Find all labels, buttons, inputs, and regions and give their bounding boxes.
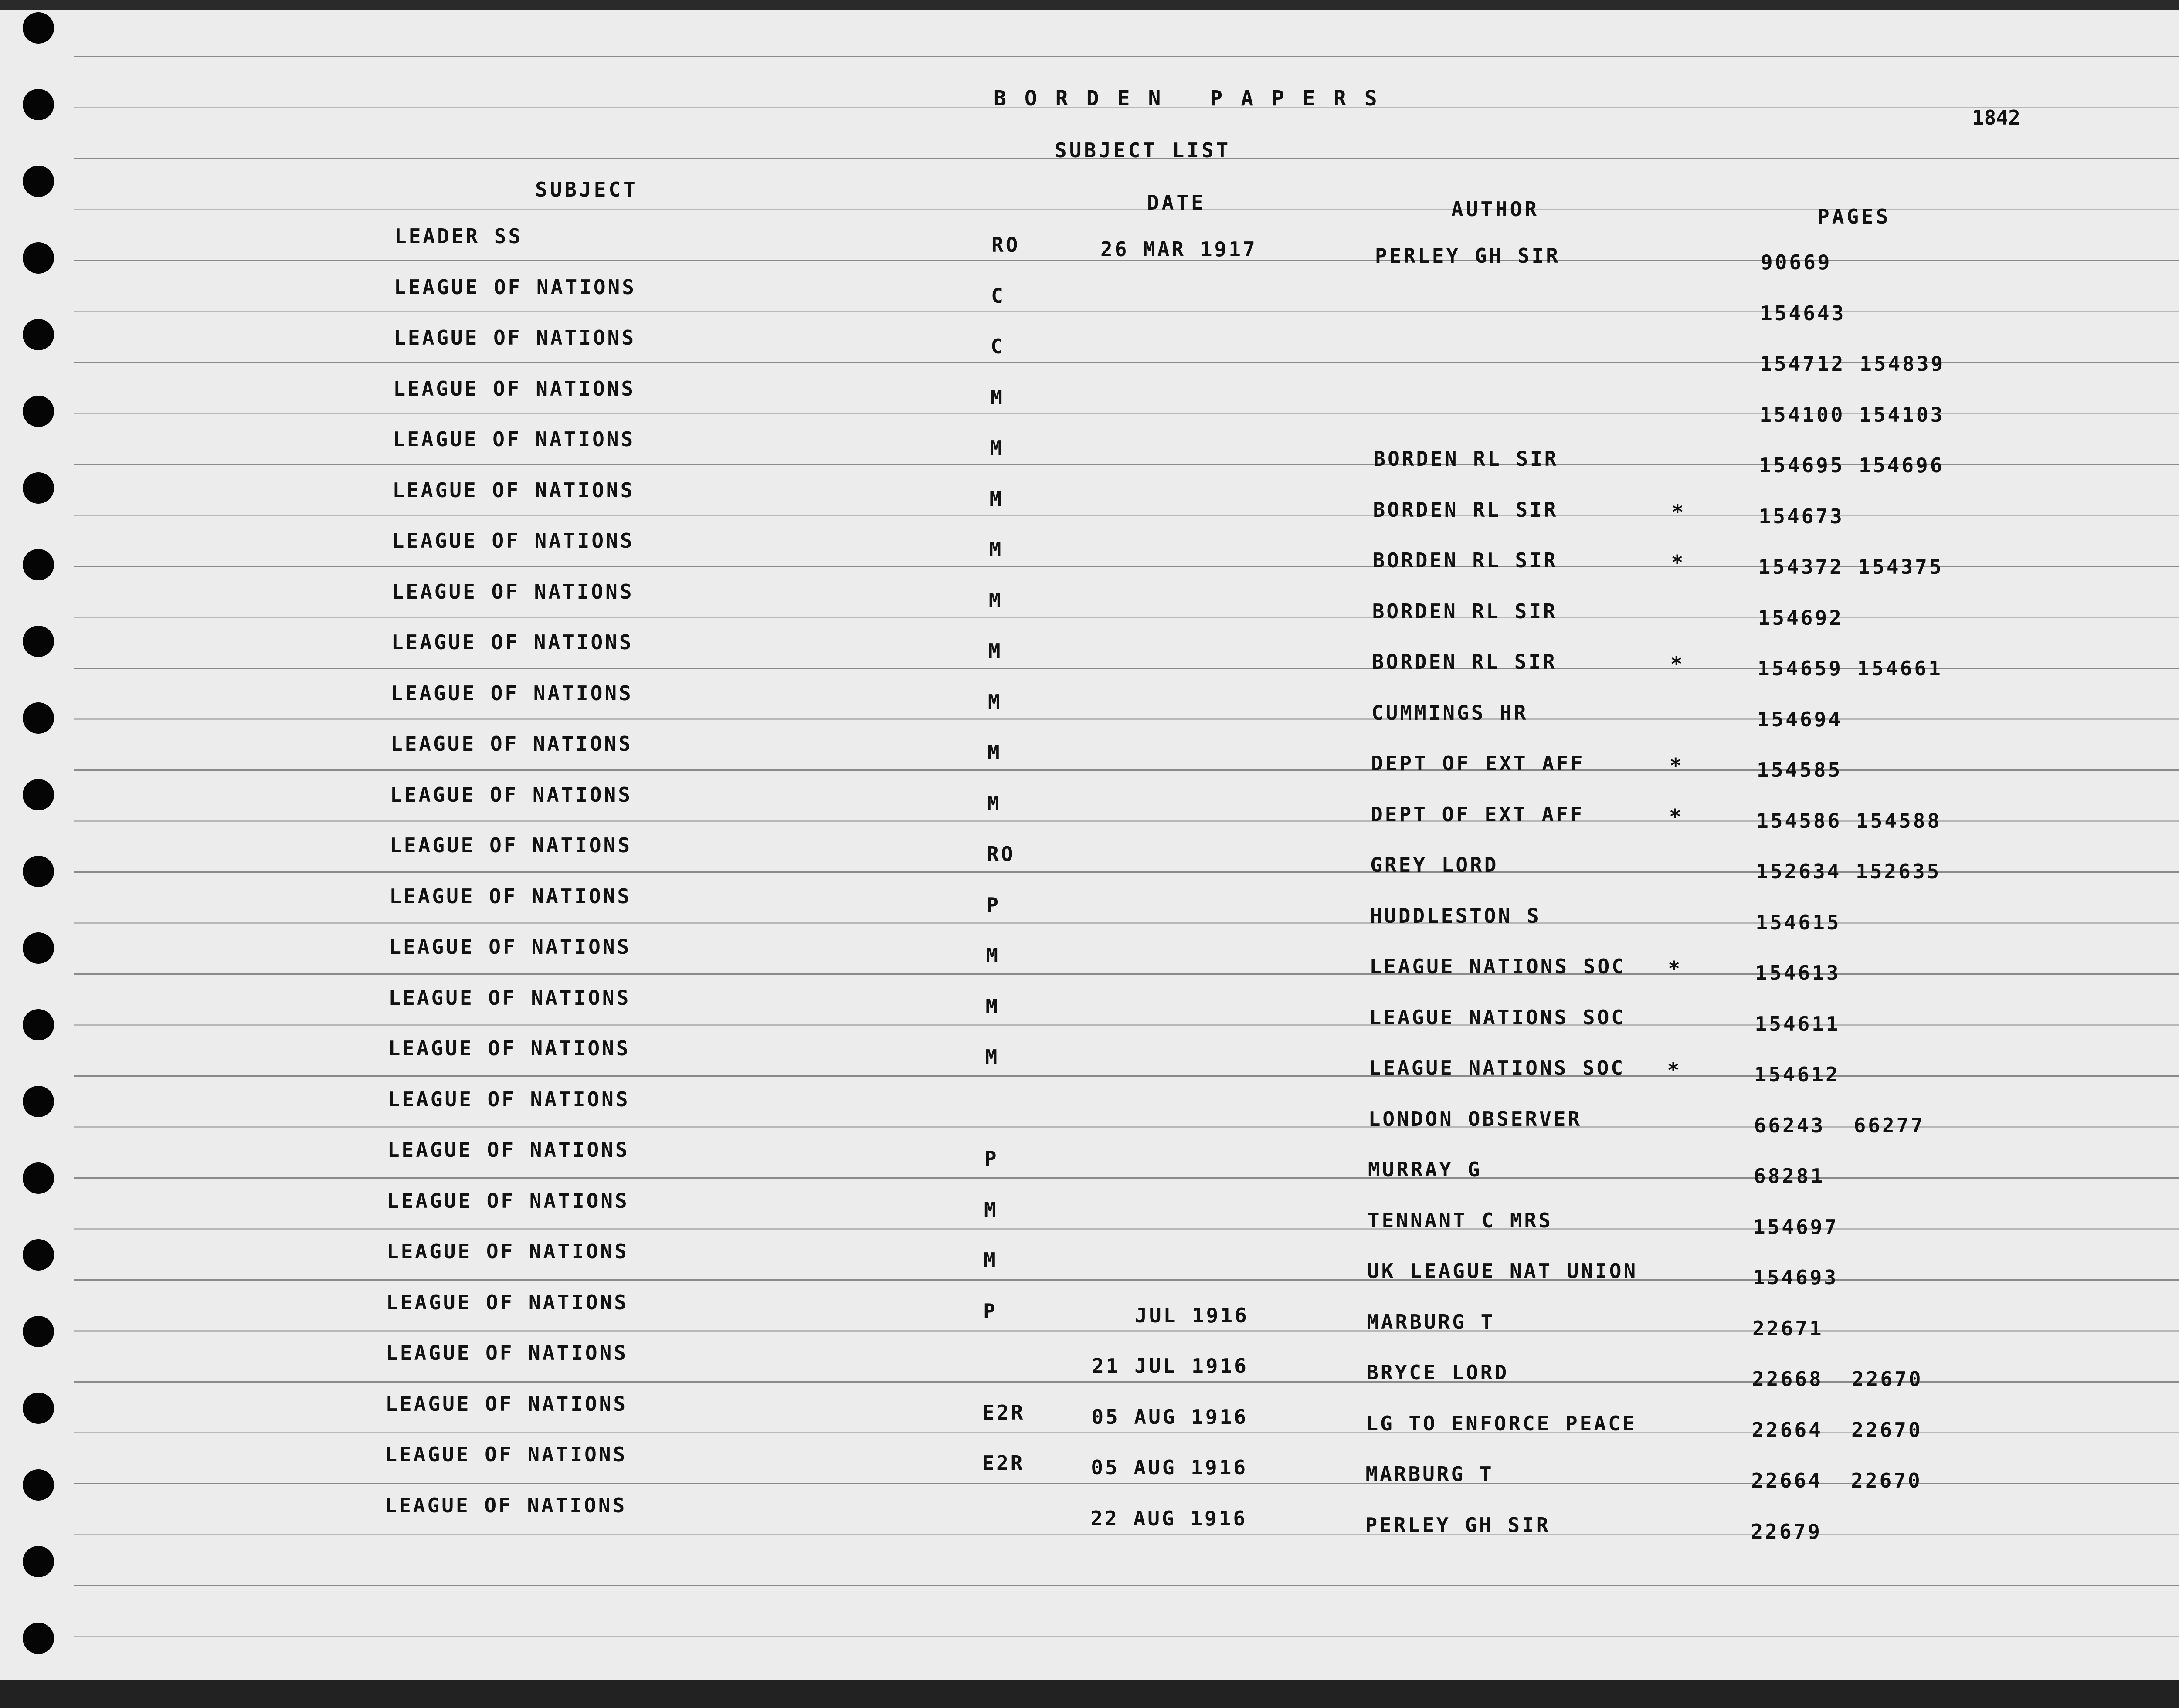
table-row (0, 275, 2179, 325)
row-mark: * (1670, 652, 1685, 676)
row-pages: 154100 154103 (1759, 403, 1945, 427)
table-row (0, 580, 2176, 630)
row-mark: * (1667, 1058, 1682, 1082)
row-author: BORDEN RL SIR (1372, 549, 1558, 572)
table-row (0, 834, 2174, 883)
row-pages: 154692 (1758, 606, 1843, 630)
feed-hole (23, 89, 54, 120)
table-row (0, 1138, 2172, 1188)
row-mark: * (1669, 804, 1683, 828)
row-pages: 154643 (1760, 301, 1846, 325)
table-row (0, 681, 2176, 731)
row-document-type: M (988, 588, 1003, 612)
table-row (0, 224, 2179, 274)
row-subject: LEAGUE OF NATIONS (390, 681, 633, 705)
row-author: MARBURG T (1367, 1310, 1495, 1334)
row-document-type: E2R (982, 1451, 1025, 1475)
row-pages: 154673 (1758, 504, 1844, 528)
row-author: DEPT OF EXT AFF (1371, 752, 1585, 775)
row-subject: LEAGUE OF NATIONS (390, 732, 633, 756)
row-author: LG TO ENFORCE PEACE (1366, 1411, 1637, 1435)
row-pages: 154585 (1757, 758, 1843, 782)
row-author: HUDDLESTON S (1370, 904, 1541, 928)
row-subject: LEAGUE OF NATIONS (387, 1189, 629, 1213)
paper-top-edge (0, 0, 2179, 10)
row-subject: LEAGUE OF NATIONS (384, 1493, 627, 1517)
column-header-author: AUTHOR (1451, 197, 1540, 221)
row-document-type: C (991, 284, 1005, 308)
row-pages: 154694 (1757, 707, 1843, 731)
row-date: 26 MAR 1917 (1100, 237, 1257, 261)
table-row (0, 427, 2177, 477)
row-pages: 154712 154839 (1760, 352, 1945, 376)
ruled-line (74, 56, 2179, 57)
row-author: UK LEAGUE NAT UNION (1367, 1259, 1638, 1283)
row-document-type: M (987, 791, 1001, 815)
ruled-line (74, 1636, 2179, 1637)
row-document-type: M (985, 1045, 1000, 1069)
column-header-pages: PAGES (1817, 205, 1891, 228)
row-subject: LEAGUE OF NATIONS (389, 935, 631, 959)
row-author: PERLEY GH SIR (1365, 1513, 1551, 1537)
table-row (0, 1392, 2170, 1442)
row-pages: 154613 (1755, 961, 1841, 985)
row-pages: 154612 (1754, 1063, 1840, 1086)
row-subject: LEAGUE OF NATIONS (387, 1087, 630, 1111)
table-row (0, 529, 2177, 579)
row-author: LEAGUE NATIONS SOC (1368, 1056, 1626, 1080)
row-document-type: RO (991, 233, 1020, 257)
row-document-type: M (988, 690, 1002, 714)
row-subject: LEAGUE OF NATIONS (391, 580, 634, 603)
row-pages: 154615 (1755, 910, 1841, 934)
table-row (0, 1240, 2171, 1289)
row-document-type: M (990, 436, 1005, 460)
row-author: MURRAY G (1368, 1158, 1482, 1181)
row-date: 05 AUG 1916 (1091, 1405, 1248, 1429)
table-row (0, 1290, 2171, 1340)
row-pages: 154693 (1753, 1266, 1839, 1289)
feed-hole (23, 166, 54, 197)
row-document-type: P (983, 1299, 998, 1323)
row-document-type: M (985, 994, 1000, 1018)
page-subtitle: SUBJECT LIST (1055, 139, 1231, 162)
row-subject: LEAGUE OF NATIONS (389, 884, 632, 908)
row-author: BORDEN RL SIR (1373, 447, 1559, 471)
table-row (0, 1189, 2172, 1239)
row-mark: * (1671, 500, 1686, 524)
row-date: 21 JUL 1916 (1092, 1354, 1249, 1378)
row-subject: LEAGUE OF NATIONS (385, 1443, 628, 1466)
row-document-type: M (988, 639, 1003, 663)
row-author: LEAGUE NATIONS SOC (1369, 955, 1626, 978)
table-row (0, 935, 2173, 985)
row-author: TENNANT C MRS (1367, 1208, 1553, 1232)
row-author: BORDEN RL SIR (1373, 498, 1558, 522)
row-author: BORDEN RL SIR (1372, 599, 1558, 623)
row-pages: 154611 (1755, 1012, 1840, 1036)
row-pages: 154697 (1753, 1215, 1839, 1239)
row-pages: 154695 154696 (1759, 454, 1945, 477)
row-author: LEAGUE NATIONS SOC (1369, 1005, 1626, 1029)
row-document-type: M (990, 385, 1005, 409)
row-subject: LEAGUE OF NATIONS (391, 630, 634, 654)
row-subject: LEAGUE OF NATIONS (394, 326, 636, 349)
row-document-type: M (989, 487, 1004, 511)
row-mark: * (1670, 754, 1684, 777)
row-author: LONDON OBSERVER (1368, 1107, 1582, 1131)
row-document-type: RO (987, 842, 1015, 866)
row-document-type: M (989, 538, 1004, 561)
row-subject: LEAGUE OF NATIONS (393, 376, 636, 400)
paper-bottom-edge (0, 1680, 2179, 1708)
table-row (0, 630, 2176, 680)
row-author: GREY LORD (1370, 853, 1499, 877)
row-pages: 22664 22670 (1751, 1469, 1922, 1492)
page-title: BORDEN PAPERS (994, 86, 1395, 111)
row-subject: LEAGUE OF NATIONS (388, 1037, 631, 1060)
page-number: 1842 (1972, 106, 2020, 129)
table-row (0, 1493, 2169, 1543)
feed-hole (23, 1623, 54, 1654)
row-subject: LEAGUE OF NATIONS (388, 986, 631, 1010)
row-document-type: C (991, 335, 1005, 358)
row-document-type: M (984, 1197, 998, 1221)
row-pages: 22668 22670 (1752, 1367, 1923, 1391)
row-document-type: P (984, 1147, 999, 1170)
row-author: PERLEY GH SIR (1375, 244, 1561, 268)
row-pages: 66243 66277 (1754, 1113, 1925, 1137)
feed-hole (23, 12, 54, 44)
row-subject: LEAGUE OF NATIONS (390, 834, 632, 857)
table-row (0, 884, 2174, 934)
row-pages: 152634 152635 (1756, 860, 1941, 883)
column-header-date: DATE (1147, 191, 1206, 214)
row-author: BORDEN RL SIR (1371, 650, 1557, 674)
row-subject: LEAGUE OF NATIONS (392, 529, 635, 552)
table-row (0, 1087, 2172, 1137)
table-row (0, 1037, 2173, 1086)
row-subject: LEAGUE OF NATIONS (387, 1138, 630, 1162)
row-subject: LEAGUE OF NATIONS (393, 427, 635, 451)
column-header-subject: SUBJECT (535, 178, 638, 201)
row-subject: LEAGUE OF NATIONS (390, 783, 632, 807)
row-document-type: M (984, 1248, 998, 1272)
row-pages: 154372 154375 (1758, 555, 1944, 579)
row-author: MARBURG T (1365, 1462, 1494, 1486)
row-pages: 154659 154661 (1757, 657, 1943, 680)
row-mark: * (1668, 957, 1683, 980)
row-mark: * (1671, 551, 1686, 574)
table-row (0, 986, 2173, 1036)
row-author: DEPT OF EXT AFF (1371, 802, 1585, 826)
row-subject: LEADER SS (394, 224, 523, 248)
row-date: JUL 1916 (1092, 1303, 1249, 1327)
row-date: 05 AUG 1916 (1091, 1456, 1248, 1479)
row-pages: 22664 22670 (1751, 1418, 1923, 1442)
row-author: CUMMINGS HR (1371, 701, 1528, 725)
table-row (0, 732, 2175, 782)
table-row (0, 1443, 2169, 1492)
row-subject: LEAGUE OF NATIONS (387, 1240, 629, 1263)
row-pages: 22671 (1752, 1316, 1824, 1340)
ruled-line (74, 1585, 2179, 1586)
row-pages: 22679 (1751, 1519, 1822, 1543)
row-date: 22 AUG 1916 (1090, 1506, 1248, 1530)
feed-hole (23, 1546, 54, 1577)
row-subject: LEAGUE OF NATIONS (394, 275, 636, 299)
row-pages: 68281 (1753, 1164, 1825, 1188)
row-subject: LEAGUE OF NATIONS (386, 1290, 628, 1314)
table-row (0, 783, 2175, 833)
row-document-type: E2R (982, 1400, 1025, 1424)
table-row (0, 376, 2178, 427)
row-subject: LEAGUE OF NATIONS (385, 1392, 628, 1416)
row-pages: 90669 (1761, 251, 1832, 274)
row-author: BRYCE LORD (1366, 1361, 1509, 1384)
row-subject: LEAGUE OF NATIONS (386, 1341, 628, 1365)
row-document-type: M (986, 944, 1001, 967)
row-document-type: P (986, 893, 1001, 917)
table-row (0, 478, 2177, 528)
table-row (0, 326, 2178, 376)
row-subject: LEAGUE OF NATIONS (392, 478, 635, 502)
table-row (0, 1341, 2170, 1391)
row-pages: 154586 154588 (1756, 809, 1942, 833)
row-document-type: M (988, 741, 1002, 764)
